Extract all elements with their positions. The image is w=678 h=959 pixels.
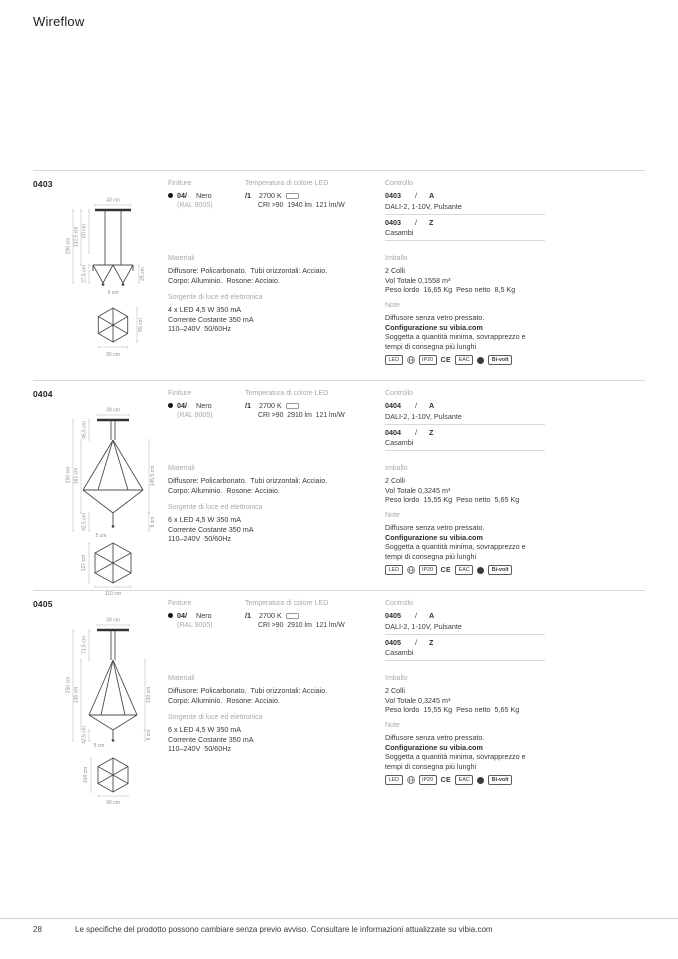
note-label: Note xyxy=(385,302,400,309)
imballo-colli: 2 Colli xyxy=(385,686,405,695)
materiali-block xyxy=(168,465,383,495)
ce-mark: CE xyxy=(440,356,452,364)
dim-code-box xyxy=(286,193,299,199)
note-line: tempi di consegna più lunghi xyxy=(385,551,477,561)
dim-seg1: 46,5 cm xyxy=(81,421,88,439)
materiali-label: Materiali xyxy=(168,675,195,682)
dim-seg2: 60 cm xyxy=(81,224,88,238)
materiali-line: Corpo: Alluminio. Rosone: Acciaio. xyxy=(168,485,280,495)
product-section-0404 xyxy=(33,380,645,597)
sorgente-line: Corrente Costante 350 mA xyxy=(168,524,254,534)
control-description: DALI-2, 1-10V, Pulsante xyxy=(385,411,462,421)
note-block xyxy=(385,722,565,772)
note-label: Note xyxy=(385,722,400,729)
sorgente-block xyxy=(168,294,383,334)
control-option xyxy=(385,638,545,662)
temp-kelvin: 2700 K xyxy=(259,611,282,620)
control-separator: / xyxy=(415,191,417,200)
imballo-block xyxy=(385,465,570,505)
materiali-line: Corpo: Alluminio. Rosone: Acciaio. xyxy=(168,275,280,285)
eac-badge: EAC xyxy=(455,775,473,785)
control-variant: Z xyxy=(429,637,434,647)
cri-line: CRI >90 2910 lm 121 lm/W xyxy=(258,622,345,629)
bivolt-badge: Bi-volt xyxy=(488,565,512,575)
imballo-volume: Vol Totale 0,1558 m³ xyxy=(385,275,451,285)
control-description: DALI-2, 1-10V, Pulsante xyxy=(385,621,462,631)
dim-plan-bottom: 110 cm xyxy=(104,591,122,597)
dim-total: 250 cm xyxy=(65,466,72,484)
dim-right2: 9 cm xyxy=(150,516,156,528)
control-code: 0405 xyxy=(385,637,401,647)
finiture-label: Finiture xyxy=(168,390,192,397)
control-variant: Z xyxy=(429,217,434,227)
sorgente-line: Corrente Costante 350 mA xyxy=(168,314,254,324)
temp-code: /1 xyxy=(245,401,251,410)
imballo-colli: 2 Colli xyxy=(385,266,405,275)
temp-kelvin: 2700 K xyxy=(259,401,282,410)
certification-badges xyxy=(385,775,512,785)
control-option xyxy=(385,611,545,635)
sorgente-label: Sorgente di luce ed elettronica xyxy=(168,294,263,301)
plan-view-drawing xyxy=(98,308,127,342)
control-separator: / xyxy=(415,217,417,227)
dim-seg3: 42,5 cm xyxy=(81,726,88,744)
dim-plan-bottom: 55 cm xyxy=(106,352,120,358)
sorgente-line: 110–240V 50/60Hz xyxy=(168,744,232,754)
dim-seg1: 71,5 cm xyxy=(81,636,88,654)
imballo-peso: Peso lordo 16,65 Kg Peso netto 8,5 Kg xyxy=(385,285,516,295)
sorgente-line: Corrente Costante 350 mA xyxy=(168,734,254,744)
finiture-column xyxy=(168,180,242,209)
dim-right1: 145,5 cm xyxy=(150,465,156,487)
dim-plan-side: 104 cm xyxy=(83,766,89,784)
note-line: Diffusore senza vetro pressato. xyxy=(385,313,485,322)
imballo-block xyxy=(385,675,570,715)
technical-drawing-svg xyxy=(41,615,171,807)
materiali-label: Materiali xyxy=(168,465,195,472)
page-title: Wireflow xyxy=(33,14,85,29)
imballo-label: Imballo xyxy=(385,255,408,262)
footer-disclaimer: Le specifiche del prodotto possono cambiare senza previo avviso. Consultare le informazioni attualizzate su xyxy=(75,925,459,934)
finiture-column xyxy=(168,390,242,419)
finish-name: Nero xyxy=(196,611,212,620)
note-label: Note xyxy=(385,512,400,519)
ip20-badge: IP20 xyxy=(419,775,437,785)
temp-code: /1 xyxy=(245,191,251,200)
note-block xyxy=(385,512,565,562)
finish-swatch-black xyxy=(168,403,173,408)
finish-code: 04/ xyxy=(177,191,187,200)
sorgente-line: 4 x LED 4,5 W 350 mA xyxy=(168,305,242,314)
ce-mark: CE xyxy=(440,566,452,574)
finish-swatch-black xyxy=(168,613,173,618)
sorgente-block xyxy=(168,504,383,544)
dim-code-box xyxy=(286,403,299,409)
sorgente-line: 6 x LED 4,5 W 350 mA xyxy=(168,725,242,734)
plan-view-drawing xyxy=(98,758,128,792)
note-line: Soggetta a quantità minima, sovrapprezzo e xyxy=(385,542,526,552)
product-diagram xyxy=(41,405,171,602)
control-separator: / xyxy=(415,637,417,647)
finish-swatch-black xyxy=(168,193,173,198)
footer-text xyxy=(75,925,493,934)
globe-icon xyxy=(407,776,415,784)
led-badge: LED xyxy=(385,775,403,785)
dim-seg2: 161 cm xyxy=(73,467,80,485)
footer-vibia-link[interactable]: vibia.com xyxy=(458,925,493,934)
note-block xyxy=(385,302,565,352)
ip20-badge: IP20 xyxy=(419,355,437,365)
dim-plan-side: 55 cm xyxy=(138,318,144,332)
imballo-colli: 2 Colli xyxy=(385,476,405,485)
finish-ral: (RAL 9005) xyxy=(177,202,213,209)
certification-icon xyxy=(477,777,484,784)
control-option xyxy=(385,401,545,425)
page-number: 28 xyxy=(33,925,42,934)
sorgente-line: 6 x LED 4,5 W 350 mA xyxy=(168,515,242,524)
dim-small: 5 cm xyxy=(95,533,107,539)
dim-plan-bottom: 90 cm xyxy=(106,800,120,806)
dim-top: 43 cm xyxy=(106,197,120,204)
technical-drawing-svg xyxy=(41,405,171,597)
imballo-label: Imballo xyxy=(385,465,408,472)
control-separator: / xyxy=(415,401,417,410)
control-description: DALI-2, 1-10V, Pulsante xyxy=(385,201,462,211)
cri-line: CRI >90 2910 lm 121 lm/W xyxy=(258,412,345,419)
control-description: Casambi xyxy=(385,228,414,237)
dim-small: 5 cm xyxy=(107,290,119,296)
temperatura-column xyxy=(245,600,383,629)
control-option xyxy=(385,218,545,242)
materiali-line: Diffusore: Policarbonato. Tubi orizzontali: Acciaio. xyxy=(168,266,328,275)
control-code: 0404 xyxy=(385,401,401,410)
materiali-label: Materiali xyxy=(168,255,195,262)
bivolt-badge: Bi-volt xyxy=(488,775,512,785)
finiture-label: Finiture xyxy=(168,600,192,607)
sorgente-line: 110–240V 50/60Hz xyxy=(168,534,232,544)
elevation-drawing xyxy=(89,630,137,742)
materiali-block xyxy=(168,675,383,705)
control-option xyxy=(385,428,545,452)
configurazione-link[interactable]: Configurazione su vibia.com xyxy=(385,322,483,332)
sorgente-label: Sorgente di luce ed elettronica xyxy=(168,714,263,721)
eac-badge: EAC xyxy=(455,355,473,365)
ip20-badge: IP20 xyxy=(419,565,437,575)
plan-view-drawing xyxy=(95,543,131,583)
dim-seg1: 132,5 cm xyxy=(73,226,80,248)
certification-badges xyxy=(385,355,512,365)
dim-code-box xyxy=(286,613,299,619)
dim-seg3: 27,5 cm xyxy=(81,265,88,283)
imballo-volume: Vol Totale 0,3245 m³ xyxy=(385,695,451,705)
globe-icon xyxy=(407,356,415,364)
sorgente-line: 110–240V 50/60Hz xyxy=(168,324,232,334)
finish-code: 04/ xyxy=(177,401,187,410)
controllo-column xyxy=(385,180,545,244)
materiali-line: Diffusore: Policarbonato. Tubi orizzontali: Acciaio. xyxy=(168,476,328,485)
certification-icon xyxy=(477,357,484,364)
sorgente-block xyxy=(168,714,383,754)
imballo-label: Imballo xyxy=(385,675,408,682)
eac-badge: EAC xyxy=(455,565,473,575)
product-section-0405 xyxy=(33,590,645,806)
control-variant: A xyxy=(429,611,435,620)
led-badge: LED xyxy=(385,565,403,575)
dim-right1: 25 cm xyxy=(140,267,146,281)
control-variant: Z xyxy=(429,427,434,437)
materiali-line: Corpo: Alluminio. Rosone: Acciaio. xyxy=(168,695,280,705)
finish-ral: (RAL 9005) xyxy=(177,412,213,419)
materiali-block xyxy=(168,255,383,285)
product-section-0403 xyxy=(33,170,645,380)
configurazione-link[interactable]: Configurazione su vibia.com xyxy=(385,532,483,542)
note-line: Soggetta a quantità minima, sovrapprezzo e xyxy=(385,752,526,762)
product-diagram xyxy=(41,615,171,812)
bivolt-badge: Bi-volt xyxy=(488,355,512,365)
materiali-line: Diffusore: Policarbonato. Tubi orizzontali: Acciaio. xyxy=(168,686,328,695)
note-line: Diffusore senza vetro pressato. xyxy=(385,733,485,742)
imballo-volume: Vol Totale 0,3245 m³ xyxy=(385,485,451,495)
note-line: tempi di consegna più lunghi xyxy=(385,341,477,351)
dim-small: 5 cm xyxy=(93,743,105,749)
controllo-label: Controllo xyxy=(385,180,414,187)
page-footer xyxy=(0,918,678,934)
temp-kelvin: 2700 K xyxy=(259,191,282,200)
dim-seg3: 42,5 cm xyxy=(81,513,88,531)
control-separator: / xyxy=(415,427,417,437)
product-code: 0404 xyxy=(33,389,53,399)
temperatura-label: Temperatura di colore LED xyxy=(245,180,329,187)
control-code: 0405 xyxy=(385,611,401,620)
controllo-label: Controllo xyxy=(385,390,414,397)
finish-code: 04/ xyxy=(177,611,187,620)
dim-right2: 9 cm xyxy=(146,729,152,741)
cri-line: CRI >90 1940 lm 121 lm/W xyxy=(258,202,345,209)
finiture-label: Finiture xyxy=(168,180,192,187)
note-line: Diffusore senza vetro pressato. xyxy=(385,523,485,532)
temperatura-column xyxy=(245,390,383,419)
dim-plan-side: 127 cm xyxy=(81,554,87,572)
control-variant: A xyxy=(429,191,435,200)
control-description: Casambi xyxy=(385,648,414,657)
dim-top: 39 cm xyxy=(106,407,120,414)
temperatura-column xyxy=(245,180,383,209)
globe-icon xyxy=(407,566,415,574)
product-code: 0405 xyxy=(33,599,53,609)
sorgente-label: Sorgente di luce ed elettronica xyxy=(168,504,263,511)
elevation-drawing xyxy=(93,210,133,286)
control-code: 0403 xyxy=(385,217,401,227)
configurazione-link[interactable]: Configurazione su vibia.com xyxy=(385,742,483,752)
finish-name: Nero xyxy=(196,401,212,410)
temp-code: /1 xyxy=(245,611,251,620)
controllo-column xyxy=(385,600,545,664)
dim-total: 200 cm xyxy=(65,237,72,255)
elevation-drawing xyxy=(83,420,143,528)
note-line: tempi di consegna più lunghi xyxy=(385,761,477,771)
control-code: 0403 xyxy=(385,191,401,200)
dim-total: 250 cm xyxy=(65,676,72,694)
temperatura-label: Temperatura di colore LED xyxy=(245,600,329,607)
dim-right1: 120 cm xyxy=(146,686,152,704)
control-description: Casambi xyxy=(385,438,414,447)
certification-badges xyxy=(385,565,512,575)
technical-drawing-svg xyxy=(41,195,171,365)
product-code: 0403 xyxy=(33,179,53,189)
imballo-block xyxy=(385,255,570,295)
note-line: Soggetta a quantità minima, sovrapprezzo e xyxy=(385,332,526,342)
control-separator: / xyxy=(415,611,417,620)
controllo-label: Controllo xyxy=(385,600,414,607)
finiture-column xyxy=(168,600,242,629)
product-diagram xyxy=(41,195,171,370)
imballo-peso: Peso lordo 15,55 Kg Peso netto 5,65 Kg xyxy=(385,705,520,715)
dim-top: 39 cm xyxy=(106,617,120,624)
control-option xyxy=(385,191,545,215)
finish-ral: (RAL 9005) xyxy=(177,622,213,629)
control-variant: A xyxy=(429,401,435,410)
led-badge: LED xyxy=(385,355,403,365)
finish-name: Nero xyxy=(196,191,212,200)
controllo-column xyxy=(385,390,545,454)
control-code: 0404 xyxy=(385,427,401,437)
temperatura-label: Temperatura di colore LED xyxy=(245,390,329,397)
dim-seg2: 136 cm xyxy=(73,686,80,704)
certification-icon xyxy=(477,567,484,574)
imballo-peso: Peso lordo 15,55 Kg Peso netto 5,65 Kg xyxy=(385,495,520,505)
ce-mark: CE xyxy=(440,776,452,784)
